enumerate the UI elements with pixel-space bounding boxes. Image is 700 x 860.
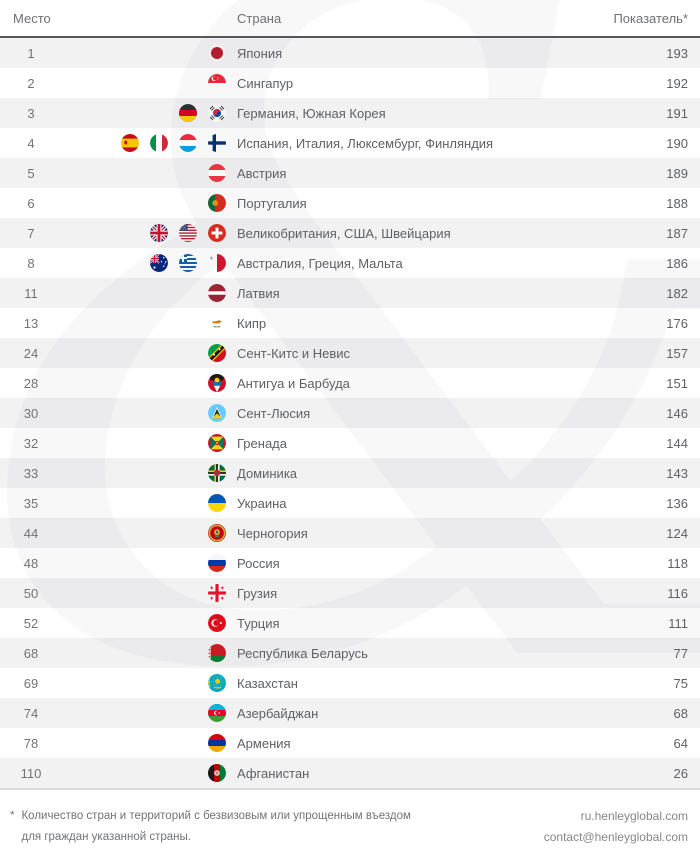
country-cell [62,704,610,722]
flag-list [62,224,226,242]
flag-icon-us [179,224,197,242]
flag-icon-ua [208,494,226,512]
country-name: Австрия [237,165,287,181]
table-row [0,128,700,158]
flag-icon-tr [208,614,226,632]
flag-icon-ge [208,584,226,602]
flag-list [62,164,226,182]
flag-list [62,524,226,542]
country-cell [62,284,610,302]
table-row [0,398,700,428]
rank-cell: 69 [23,675,39,691]
header-score-label: Показатель* [613,10,688,26]
header-country-label: Страна [237,10,282,26]
flag-icon-at [208,164,226,182]
country-cell [62,254,610,272]
country-cell [62,374,610,392]
flag-list [62,644,226,662]
country-cell [62,164,610,182]
flag-icon-by [208,644,226,662]
country-name: Украина [237,495,287,511]
flag-icon-sg [208,74,226,92]
footer-email-link: contact@henleyglobal.com [543,830,688,844]
flag-list [62,134,226,152]
score-cell: 118 [667,555,688,571]
score-cell: 193 [666,45,688,61]
flag-icon-gr [179,254,197,272]
flag-icon-gd [208,434,226,452]
country-name: Кипр [237,315,267,331]
score-cell: 136 [666,495,688,511]
flag-list [62,344,226,362]
score-cell: 186 [666,255,688,271]
country-cell [62,554,610,572]
table-row [0,368,700,398]
flag-list [62,314,226,332]
rank-cell: 110 [20,765,42,781]
table-row [0,338,700,368]
country-name: Австралия, Греция, Мальта [237,255,403,271]
flag-icon-dm [208,464,226,482]
flag-list [62,734,226,752]
flag-list [62,674,226,692]
country-cell [62,644,610,662]
score-cell: 124 [666,525,688,541]
table-row [0,38,700,68]
rank-cell: 50 [23,585,39,601]
country-cell [62,524,610,542]
country-name: Афганистан [237,765,310,781]
flag-icon-au [150,254,168,272]
country-name: Сингапур [237,75,294,91]
footnote-text [21,806,410,848]
flag-list [62,494,226,512]
table-row [0,758,700,788]
country-name: Латвия [237,285,280,301]
country-cell [62,674,610,692]
country-name: Азербайджан [237,705,319,721]
flag-icon-me [208,524,226,542]
table-row [0,698,700,728]
country-name: Армения [237,735,291,751]
country-name: Япония [237,45,283,61]
table-row [0,608,700,638]
score-cell: 187 [666,225,688,241]
table-body [0,38,700,790]
table-row [0,158,700,188]
country-cell [62,614,610,632]
rank-cell: 30 [23,405,39,421]
score-cell: 190 [666,135,688,151]
flag-icon-cy [208,314,226,332]
rank-cell: 28 [23,375,39,391]
rank-cell: 78 [23,735,39,751]
country-name: Германия, Южная Корея [237,105,386,121]
rank-cell: 7 [27,225,35,241]
rank-cell: 74 [23,705,39,721]
flag-list [62,614,226,632]
table-row [0,638,700,668]
table-row [0,668,700,698]
flag-list [62,554,226,572]
table-row [0,218,700,248]
table-row [0,278,700,308]
footnote [10,806,411,848]
flag-icon-jp [208,44,226,62]
rank-cell: 3 [27,105,35,121]
country-name: Россия [237,555,280,571]
flag-list [62,374,226,392]
score-cell: 68 [673,705,688,721]
score-cell: 111 [668,615,688,631]
rank-cell: 44 [23,525,39,541]
flag-icon-am [208,734,226,752]
footer-site-link: ru.henleyglobal.com [580,809,688,823]
flag-list [62,704,226,722]
footnote-line1: Количество стран и территорий с безвизовым или упрощенным въездом [21,810,411,822]
country-name: Сент-Люсия [237,405,311,421]
country-cell [62,44,610,62]
score-cell: 176 [666,315,688,331]
score-cell: 144 [666,435,688,451]
flag-icon-lu [179,134,197,152]
table-row [0,548,700,578]
table-row [0,518,700,548]
footnote-line2: для граждан указанной страны. [21,831,191,843]
table-row [0,248,700,278]
flag-icon-it [150,134,168,152]
score-cell: 146 [666,405,688,421]
table-row [0,578,700,608]
flag-icon-de [179,104,197,122]
score-cell: 189 [666,165,688,181]
flag-icon-fi [208,134,226,152]
score-cell: 157 [666,345,688,361]
country-cell [62,404,610,422]
flag-list [62,74,226,92]
flag-icon-ch [208,224,226,242]
country-name: Португалия [237,195,307,211]
flag-list [62,464,226,482]
country-name: Доминика [237,465,298,481]
flag-icon-ag [208,374,226,392]
footer [0,790,700,848]
flag-icon-mt [208,254,226,272]
flag-icon-lv [208,284,226,302]
rank-cell: 4 [27,135,35,151]
score-cell: 151 [666,375,688,391]
country-cell [62,224,610,242]
country-cell [62,194,610,212]
table-header [0,0,700,38]
score-cell: 77 [673,645,688,661]
header-rank-label: Место [13,10,51,26]
score-cell: 75 [673,675,688,691]
rank-cell: 33 [23,465,39,481]
country-cell [62,434,610,452]
table-row [0,728,700,758]
table-row [0,488,700,518]
score-cell: 26 [673,765,688,781]
flag-list [62,254,226,272]
score-cell: 143 [666,465,688,481]
flag-list [62,104,226,122]
table-row [0,188,700,218]
country-name: Казахстан [237,675,298,691]
flag-icon-gb [150,224,168,242]
flag-icon-kn [208,344,226,362]
rank-cell: 24 [23,345,39,361]
footnote-asterisk: * [10,810,15,822]
rank-cell: 32 [23,435,39,451]
table-row [0,458,700,488]
country-name: Черногория [237,525,308,541]
score-cell: 182 [666,285,688,301]
country-cell [62,734,610,752]
rank-cell: 11 [24,285,38,301]
country-name: Гренада [237,435,287,451]
score-cell: 116 [667,585,688,601]
flag-icon-kz [208,674,226,692]
flag-list [62,44,226,62]
country-cell [62,494,610,512]
rank-cell: 52 [23,615,39,631]
flag-icon-es [121,134,139,152]
country-name: Турция [237,615,280,631]
score-cell: 191 [666,105,688,121]
flag-list [62,584,226,602]
rank-cell: 5 [27,165,35,181]
country-name: Грузия [237,585,278,601]
country-cell [62,104,610,122]
flag-list [62,764,226,782]
country-name: Испания, Италия, Люксембург, Финляндия [237,135,494,151]
flag-list [62,404,226,422]
table-row [0,308,700,338]
country-name: Великобритания, США, Швейцария [237,225,451,241]
country-cell [62,464,610,482]
country-cell [62,314,610,332]
flag-icon-ru [208,554,226,572]
rank-cell: 8 [27,255,35,271]
country-cell [62,344,610,362]
country-name: Республика Беларусь [237,645,368,661]
rank-cell: 48 [23,555,39,571]
country-cell [62,134,610,152]
country-name: Антигуа и Барбуда [237,375,350,391]
score-cell: 192 [666,75,688,91]
country-cell [62,584,610,602]
score-cell: 188 [666,195,688,211]
rank-cell: 2 [27,75,35,91]
table-row [0,98,700,128]
country-cell [62,74,610,92]
table-row [0,428,700,458]
rank-cell: 68 [23,645,39,661]
flag-list [62,434,226,452]
flag-icon-pt [208,194,226,212]
flag-list [62,194,226,212]
rank-cell: 6 [27,195,35,211]
flag-icon-az [208,704,226,722]
table-row [0,68,700,98]
rank-cell: 13 [23,315,39,331]
flag-icon-af [208,764,226,782]
flag-list [62,284,226,302]
flag-icon-kr [208,104,226,122]
country-cell [62,764,610,782]
flag-icon-lc [208,404,226,422]
rank-cell: 35 [23,495,39,511]
score-cell: 64 [673,735,688,751]
rank-cell: 1 [27,45,35,61]
footer-links [544,806,688,848]
country-name: Сент-Китс и Невис [237,345,350,361]
